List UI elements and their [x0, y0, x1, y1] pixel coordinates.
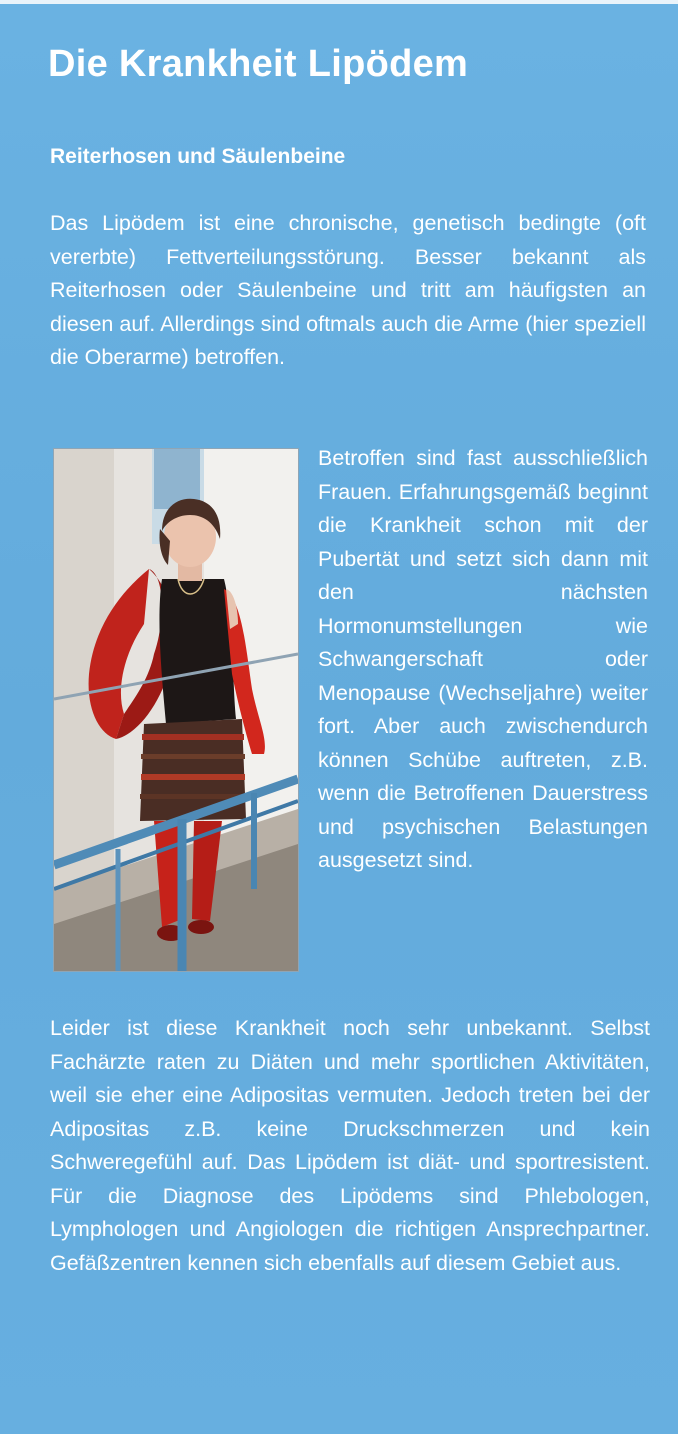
- top-edge: [0, 0, 678, 4]
- intro-paragraph: Das Lipödem ist eine chronische, genetisch bedingte (oft vererbte) Fettverteilungsstörung. Besser bekannt als Reiterhosen oder Säulenbeine und tritt am häufigsten an diesen auf. Allerdings sind oftmals auch die Arme (hier speziell die Oberarme) betroffen.: [50, 211, 646, 369]
- section-subtitle: Reiterhosen und Säulenbeine: [50, 145, 346, 168]
- diagnosis-paragraph: Leider ist diese Krankheit noch sehr unbekannt. Selbst Fachärzte raten zu Diäten und mehr sportlichen Aktivitäten, weil sie eher eine Adipositas vermuten. Jedoch treten bei der Adipositas z.B. keine Druckschmerzen und kein Schweregefühl auf. Das Lipödem ist diät- und sportresistent. Für die Diagnose des Lipödems sind Phlebologen, Lymphologen und Angiologen die richtigen Ansprechpartner. Gefäßzentren kennen sich ebenfalls auf diesem Gebiet aus.: [50, 1016, 650, 1275]
- affected-paragraph: Betroffen sind fast ausschließlich Frauen. Erfahrungsgemäß beginnt die Krankheit schon mit der Pubertät und setzt sich dann mit den nächsten Hormonumstellungen wie Schwangerschaft oder Menopause (Wechseljahre) weiter fort. Aber auch zwischendurch können Schübe auftreten, z.B. wenn die Betroffenen Dauerstress und psychischen Belastungen ausgesetzt sind.: [318, 446, 648, 872]
- page-title: Die Krankheit Lipödem: [48, 43, 469, 85]
- photo-woman-on-stairs: [53, 448, 299, 972]
